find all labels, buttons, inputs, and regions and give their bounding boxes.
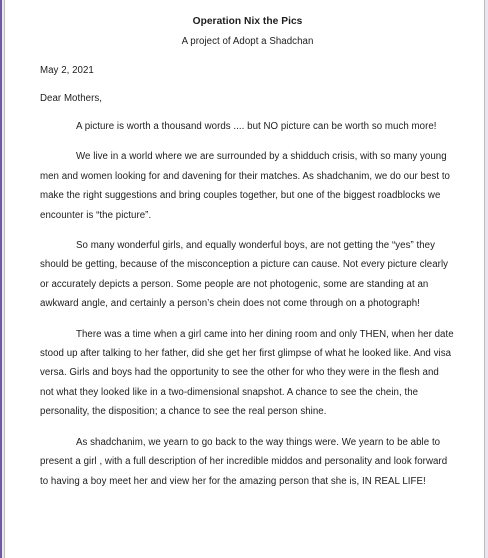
- letter-date: May 2, 2021: [40, 65, 94, 76]
- letter-content: [40, 15, 455, 491]
- letter-page: [4, 0, 485, 558]
- document-title: Operation Nix the Pics: [192, 16, 303, 27]
- document-subtitle: A project of Adopt a Shadchan: [181, 36, 314, 47]
- left-border-accent: [0, 0, 2, 558]
- paragraph-shidduch-crisis: We live in a world where we are surrounded by a shidduch crisis, with so many young men and women looking for and davening for their matches. As shadchanim, we do our best to make the right suggestions and bring couples together, but one of the biggest roadblocks we encounter is “the picture”.: [40, 151, 450, 221]
- paragraph-past-times: There was a time when a girl came into her dining room and only THEN, when her date stood up after talking to her father, did she get her first glimpse of what he looked like. And visa versa. Girls and boys had the opportunity to see the other for who they were in the flesh and not what they looked like in a two-dimensional snapshot. A chance to see the chein, the personality, the disposition; a chance to see the real person shine.: [40, 328, 454, 418]
- paragraph-shadchanim-yearn: As shadchanim, we yearn to go back to the way things were. We yearn to be able to present a girl , with a full description of her incredible middos and personality and look forward to having a boy meet her and view her for the amazing person that she is, IN REAL LIFE!: [40, 436, 448, 487]
- paragraph-intro: A picture is worth a thousand words .... but NO picture can be worth so much more!: [76, 121, 437, 132]
- paragraph-picture-misconception: So many wonderful girls, and equally wonderful boys, are not getting the “yes” they should be getting, because of the misconception a picture can cause. Not every picture clearly or accurately depicts a person. Some people are not photogenic, some are standing at an awkward angle, and certainly a person’s chein does not come through on a photograph!: [40, 240, 449, 310]
- letter-salutation: Dear Mothers,: [40, 93, 103, 104]
